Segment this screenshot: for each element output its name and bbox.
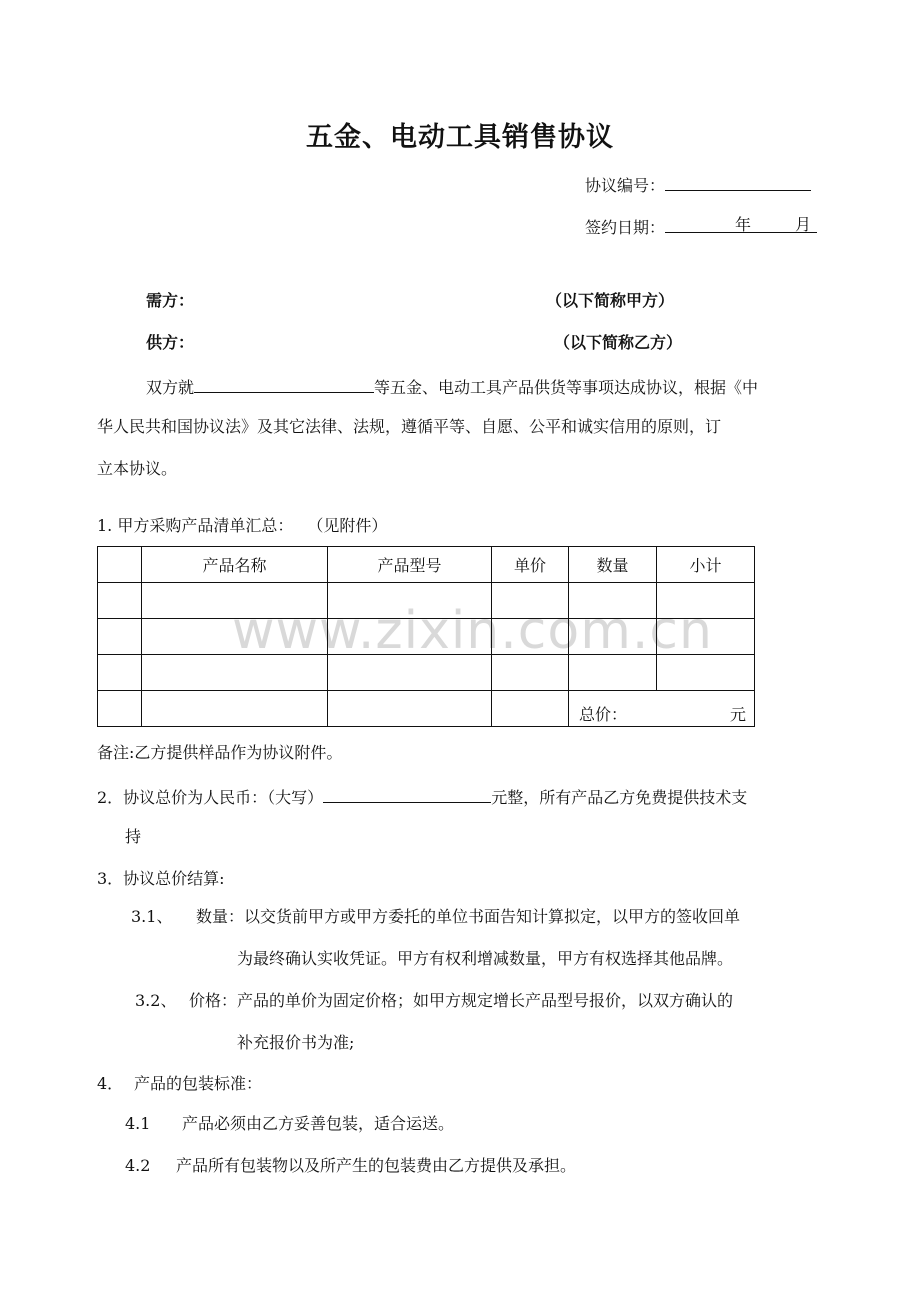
total-price-cell[interactable] — [569, 691, 755, 727]
table-header-product-name: 产品名称 — [142, 547, 328, 583]
table-cell[interactable] — [492, 655, 569, 691]
section-1-heading-row — [97, 518, 387, 534]
section-3-2-line-1: 价格：产品的单价为固定价格；如甲方规定增长产品型号报价，以双方确认的 — [189, 991, 734, 1010]
table-cell[interactable] — [98, 619, 142, 655]
table-total-row — [98, 691, 755, 727]
sign-date-month: 月 — [795, 215, 812, 234]
section-3-2-line-2: 补充报价书为准; — [237, 1033, 355, 1052]
product-table — [97, 546, 755, 727]
table-cell[interactable] — [142, 619, 328, 655]
total-price-unit: 元 — [729, 705, 746, 724]
section-4-2-number: 4.2 — [125, 1156, 151, 1175]
buyer-alias: （以下简称甲方） — [546, 291, 675, 310]
table-cell[interactable] — [569, 655, 657, 691]
table-cell[interactable] — [142, 583, 328, 619]
watermark: www.zixin.com.cn — [232, 601, 713, 661]
document-title: 五金、电动工具销售协议 — [306, 122, 614, 153]
table-cell[interactable] — [98, 691, 142, 727]
section-2-suffix: 元整，所有产品乙方免费提供技术支 — [491, 788, 748, 807]
section-2-prefix: 2．协议总价为人民币：（大写） — [97, 788, 324, 807]
sign-date-year: 年 — [735, 215, 752, 234]
table-cell[interactable] — [98, 655, 142, 691]
table-cell[interactable] — [492, 619, 569, 655]
sign-date-row — [585, 217, 817, 236]
table-header-quantity: 数量 — [569, 547, 657, 583]
table-cell[interactable] — [142, 655, 328, 691]
agreement-number-row — [585, 176, 811, 194]
table-cell[interactable] — [98, 583, 142, 619]
buyer-label: 需方： — [146, 291, 195, 310]
supplier-label: 供方： — [146, 333, 195, 352]
section-4-number: 4． — [97, 1074, 124, 1093]
table-cell[interactable] — [328, 619, 492, 655]
section-2-line-1 — [97, 787, 747, 806]
section-1-remark: 备注:乙方提供样品作为协议附件。 — [97, 743, 343, 762]
intro-line-1-suffix: 等五金、电动工具产品供货等事项达成协议，根据《中 — [374, 378, 759, 397]
section-1-note: （见附件） — [307, 516, 388, 535]
table-cell[interactable] — [328, 691, 492, 727]
table-row — [98, 619, 755, 655]
intro-line-1 — [146, 377, 758, 396]
total-price-capital-field[interactable] — [323, 787, 491, 803]
product-scope-field[interactable] — [194, 377, 374, 393]
section-4-1-number: 4.1 — [125, 1114, 151, 1133]
table-cell[interactable] — [569, 583, 657, 619]
table-header-product-model: 产品型号 — [328, 547, 492, 583]
agreement-number-field[interactable] — [665, 176, 811, 191]
table-cell[interactable] — [328, 583, 492, 619]
table-header-row — [98, 547, 755, 583]
table-cell[interactable] — [492, 583, 569, 619]
table-header-subtotal: 小计 — [657, 547, 755, 583]
table-cell[interactable] — [328, 655, 492, 691]
table-cell[interactable] — [657, 583, 755, 619]
table-cell[interactable] — [142, 691, 328, 727]
intro-prefix: 双方就 — [146, 378, 195, 397]
table-row — [98, 655, 755, 691]
table-cell[interactable] — [569, 619, 657, 655]
supplier-alias: （以下简称乙方） — [554, 333, 683, 352]
intro-line-2: 华人民共和国协议法》及其它法律、法规，遵循平等、自愿、公平和诚实信用的原则，订 — [97, 417, 722, 436]
table-header-unit-price: 单价 — [492, 547, 569, 583]
table-row — [98, 583, 755, 619]
section-1-heading: 1. 甲方采购产品清单汇总： — [97, 516, 294, 535]
table-cell[interactable] — [492, 691, 569, 727]
sign-date-label: 签约日期： — [585, 218, 666, 237]
section-4-1-text: 产品必须由乙方妥善包装，适合运送。 — [182, 1114, 455, 1133]
total-price-label: 总价： — [579, 705, 628, 724]
section-2-line-2: 持 — [125, 827, 142, 846]
section-4-2-text: 产品所有包装物以及所产生的包装费由乙方提供及承担。 — [176, 1156, 577, 1175]
section-3-1-line-1: 数量：以交货前甲方或甲方委托的单位书面告知计算拟定，以甲方的签收回单 — [196, 907, 741, 926]
sign-date-field[interactable] — [665, 217, 817, 233]
section-3-heading: 3．协议总价结算: — [97, 869, 225, 888]
section-3-2-number: 3.2、 — [135, 991, 177, 1010]
intro-line-3: 立本协议。 — [97, 459, 178, 478]
table-header-index — [98, 547, 142, 583]
section-4-heading: 产品的包装标准： — [134, 1074, 263, 1093]
table-cell[interactable] — [657, 619, 755, 655]
agreement-number-label: 协议编号： — [585, 176, 666, 195]
section-3-1-number: 3.1、 — [131, 907, 173, 926]
table-cell[interactable] — [657, 655, 755, 691]
section-3-1-line-2: 为最终确认实收凭证。甲方有权利增减数量，甲方有权选择其他品牌。 — [237, 949, 734, 968]
